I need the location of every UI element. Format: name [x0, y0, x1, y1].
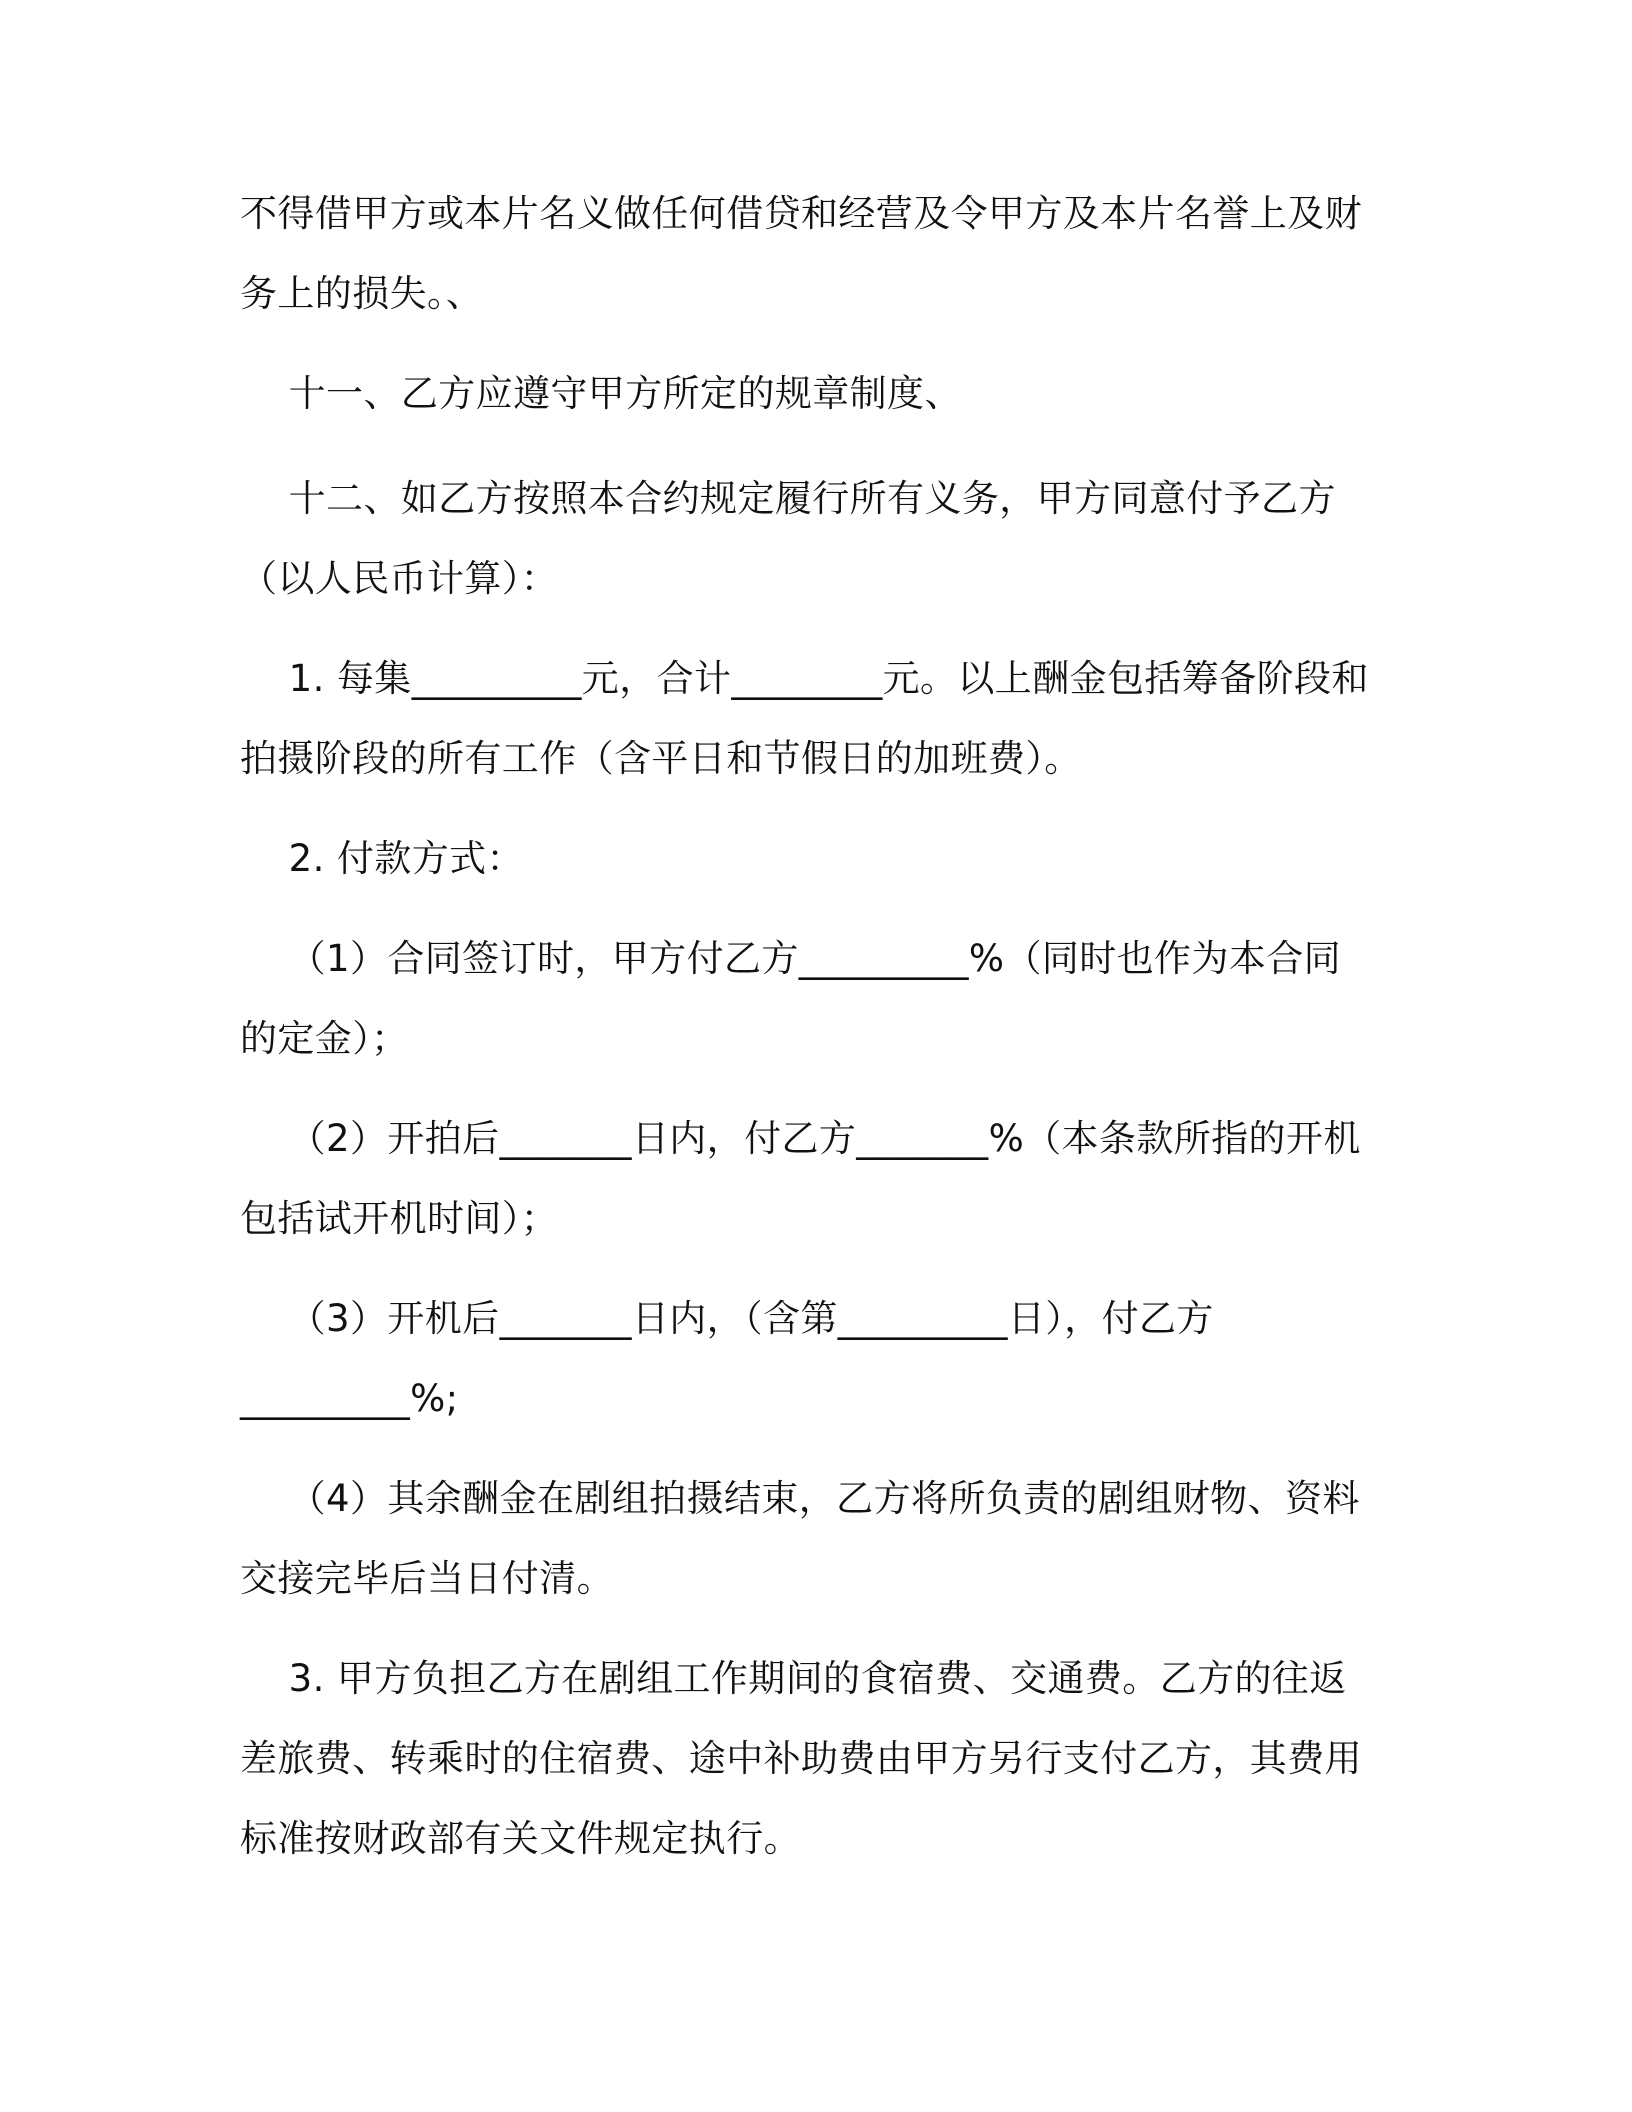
paragraph-line: 1. 每集_________元，合计________元。以上酬金包括筹备阶段和: [240, 657, 1369, 700]
paragraph-line: 十一、乙方应遵守甲方所定的规章制度、: [240, 372, 962, 415]
paragraph-line: 差旅费、转乘时的住宿费、途中补助费由甲方另行支付乙方，其费用: [240, 1737, 1362, 1780]
paragraph-line: 十二、如乙方按照本合约规定履行所有义务，甲方同意付予乙方: [240, 477, 1336, 520]
paragraph-line: 不得借甲方或本片名义做任何借贷和经营及令甲方及本片名誉上及财: [240, 192, 1362, 235]
paragraph-line: （以人民币计算）：: [240, 557, 559, 600]
paragraph-line: 的定金）；: [240, 1017, 409, 1060]
paragraph-line: （2）开拍后_______日内，付乙方_______%（本条款所指的开机: [240, 1117, 1361, 1160]
paragraph-line: 务上的损失。、: [240, 272, 484, 315]
paragraph-line: 2. 付款方式：: [240, 837, 524, 880]
paragraph-line: （1）合同签订时，甲方付乙方_________%（同时也作为本合同: [240, 937, 1342, 980]
paragraph-line: 交接完毕后当日付清。: [240, 1557, 614, 1600]
paragraph-line: （3）开机后_______日内，（含第_________日），付乙方: [240, 1297, 1214, 1340]
paragraph-line: _________%;: [240, 1377, 459, 1420]
paragraph-line: 3. 甲方负担乙方在剧组工作期间的食宿费、交通费。乙方的往返: [240, 1657, 1347, 1700]
paragraph-line: 标准按财政部有关文件规定执行。: [240, 1817, 801, 1860]
paragraph-line: 包括试开机时间）；: [240, 1197, 559, 1240]
paragraph-line: 拍摄阶段的所有工作（含平日和节假日的加班费）。: [240, 737, 1082, 780]
paragraph-line: （4）其余酬金在剧组拍摄结束，乙方将所负责的剧组财物、资料: [240, 1477, 1360, 1520]
